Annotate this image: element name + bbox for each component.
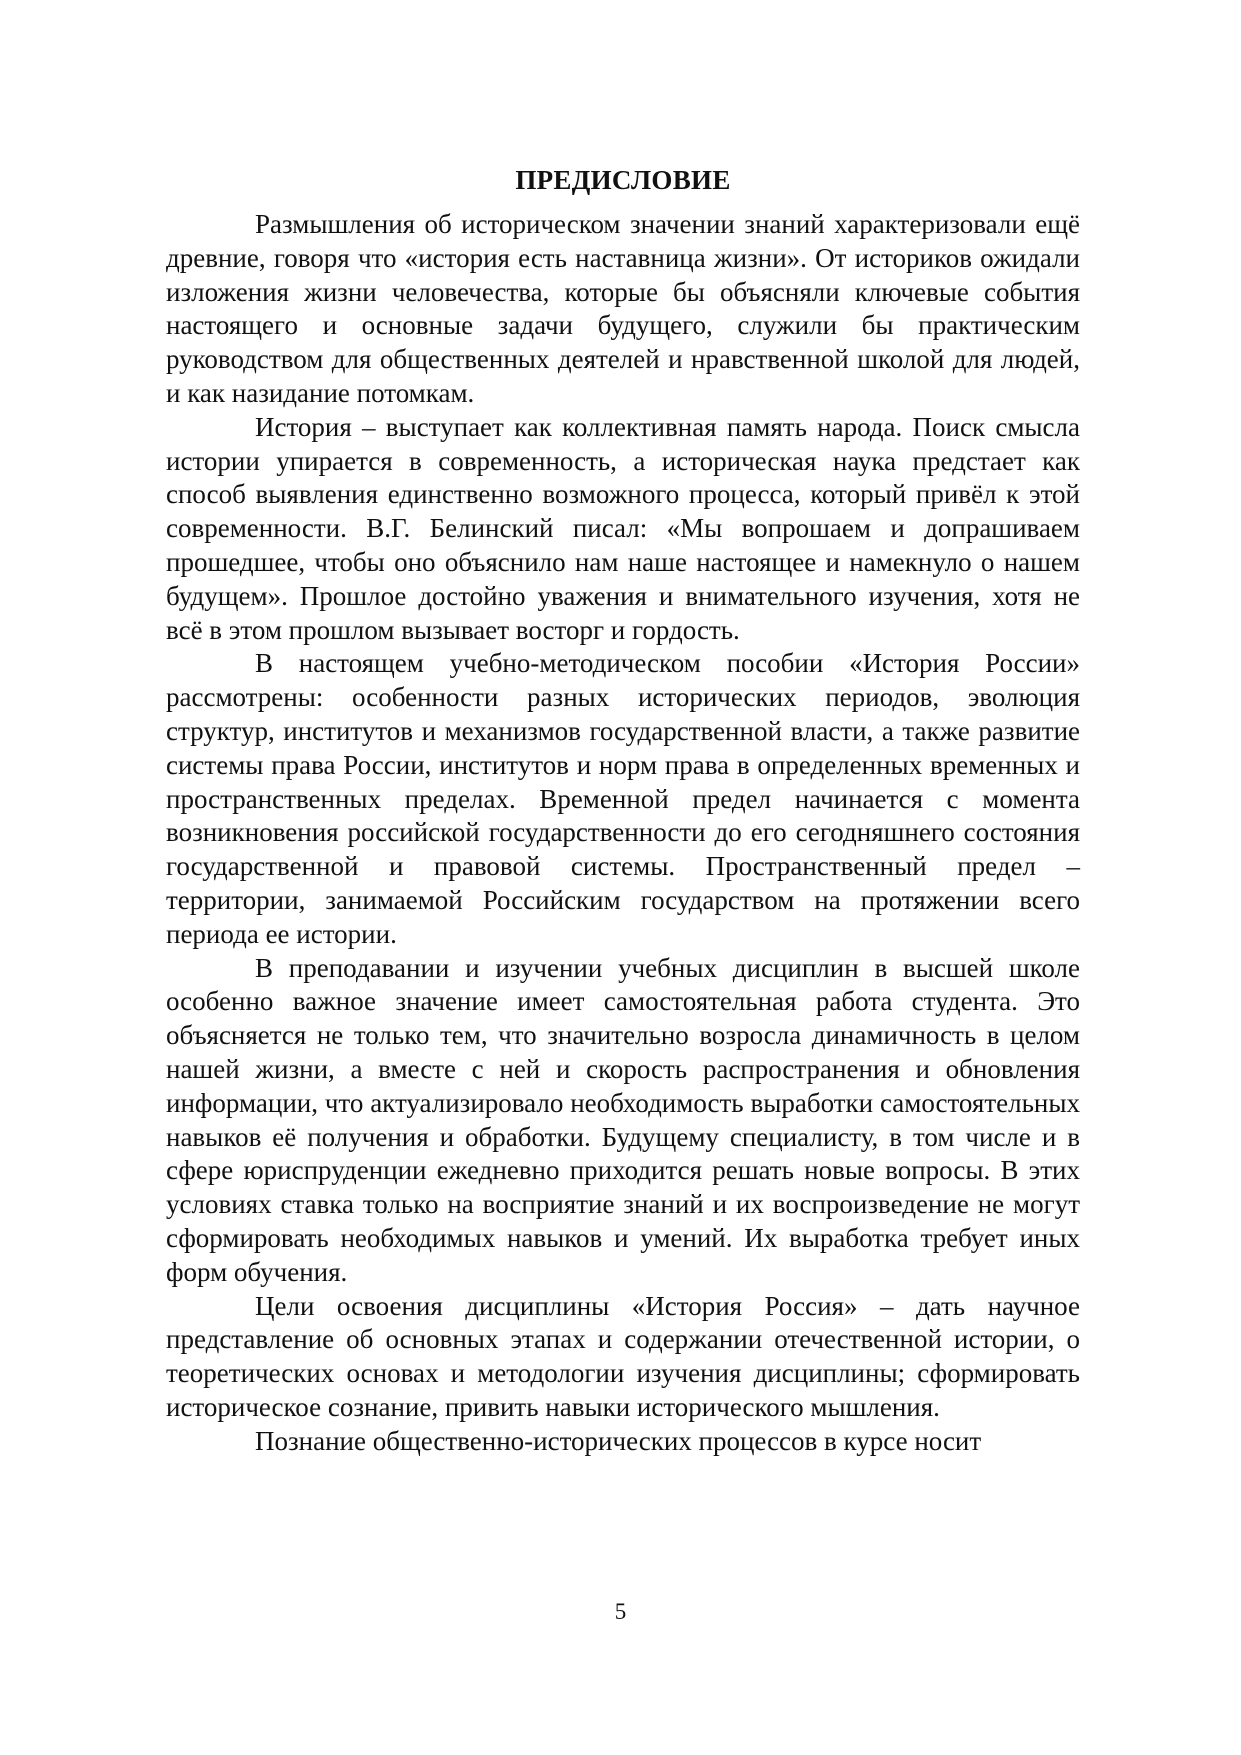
paragraph-2: История – выступает как коллективная память народа. Поиск смысла истории упирается в современность, а историческая наука предстает как способ выявления единственно возможного процесса, который привёл к этой современности. В.Г. Белинский писал: «Мы вопрошаем и допрашиваем прошедшее, чтобы оно объяснило нам наше настоящее и намекнуло о нашем будущем». Прошлое достойно уважения и внимательного изучения, хотя не всё в этом прошлом вызывает восторг и гордость.: [166, 411, 1080, 645]
paragraph-4: В преподавании и изучении учебных дисциплин в высшей школе особенно важное значение имеет самостоятельная работа студента. Это объясняется не только тем, что значительно возросла динамичность в целом нашей жизни, а вместе с ней и скорость распространения и обновления информации, что актуализировало необходимость выработки самостоятельных навыков её получения и обработки. Будущему специалисту, в том числе и в сфере юриспруденции ежедневно приходится решать новые вопросы. В этих условиях ставка только на восприятие знаний и их воспроизведение не могут сформировать необходимых навыков и умений. Их выработка требует иных форм обучения.: [166, 952, 1080, 1287]
paragraph-6: Познание общественно-исторических процессов в курсе носит: [255, 1425, 982, 1456]
paragraph-5: Цели освоения дисциплины «История Россия» – дать научное представление об основных этапах и содержании отечественной истории, о теоретических основах и методологии изучения дисциплины; сформировать историческое сознание, привить навыки исторического мышления.: [166, 1290, 1080, 1422]
paragraph-1: Размышления об историческом значении знаний характеризовали ещё древние, говоря что «история есть наставница жизни». От историков ожидали изложения жизни человечества, которые бы объясняли ключевые события настоящего и основные задачи будущего, служили бы практическим руководством для общественных деятелей и нравственной школой для людей, и как назидание потомкам.: [166, 209, 1080, 408]
page-number: 5: [614, 1599, 627, 1624]
paragraph-3: В настоящем учебно-методическом пособии «История России» рассмотрены: особенности разных исторических периодов, эволюция структур, институтов и механизмов государственной власти, а также развитие системы права России, институтов и норм права в определенных временных и пространственных пределах. Временной предел начинается с момента возникновения российской государственности до его сегодняшнего состояния государственной и правовой системы. Пространственный предел – территории, занимаемой Российским государством на протяжении всего периода ее истории.: [166, 648, 1080, 949]
page-title: ПРЕДИСЛОВИЕ: [515, 165, 731, 195]
document-page: [166, 163, 1080, 1458]
